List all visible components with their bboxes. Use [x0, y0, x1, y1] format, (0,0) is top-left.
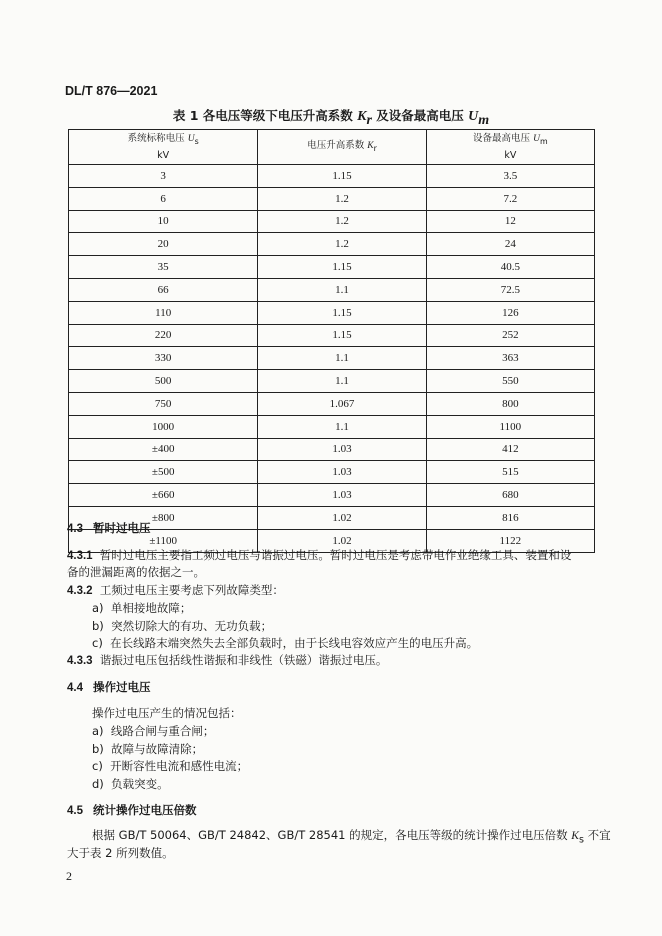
- cell-max-voltage: 680: [426, 484, 594, 507]
- para-4-3-2: 4.3.2 工频过电压主要考虑下列故障类型：: [67, 583, 284, 597]
- table-row: [69, 210, 595, 233]
- cell-max-voltage: 412: [426, 438, 594, 461]
- cell-rise-factor: 1.03: [258, 484, 426, 507]
- cell-rise-factor: 1.1: [258, 370, 426, 393]
- list-item: d) 负载突变。: [92, 777, 169, 791]
- para-4-5-line2: 大于表 2 所列数值。: [67, 846, 174, 860]
- list-item: b) 突然切除大的有功、无功负载；: [92, 619, 273, 633]
- cell-rise-factor: 1.2: [258, 187, 426, 210]
- cell-rise-factor: 1.1: [258, 278, 426, 301]
- col-header-nominal-voltage: 系统标称电压 $U_s$ kV: [69, 130, 258, 165]
- cell-nominal-voltage: ±800: [69, 506, 258, 529]
- table-caption: 表 1 各电压等级下电压升高系数 $K_r$ 及设备最高电压 $U_m$: [172, 108, 490, 128]
- cell-nominal-voltage: 10: [69, 210, 258, 233]
- cell-rise-factor: 1.02: [258, 506, 426, 529]
- cell-rise-factor: 1.067: [258, 392, 426, 415]
- list-item: a) 单相接地故障；: [92, 601, 192, 615]
- para-4-5-line1: 根据 GB/T 50064、GB/T 24842、GB/T 28541 的规定，各电压等级的统计操作过电压倍数 $K_s$ 不宜: [92, 828, 611, 846]
- section-4-5-heading: 4.5 统计操作过电压倍数: [67, 803, 197, 817]
- cell-nominal-voltage: 500: [69, 370, 258, 393]
- table-row: [69, 256, 595, 279]
- section-4-4-heading: 4.4 操作过电压: [67, 680, 151, 694]
- section-4-3-heading: 4.3 暂时过电压: [67, 521, 151, 535]
- cell-nominal-voltage: 750: [69, 392, 258, 415]
- table-row: [69, 233, 595, 256]
- table-row: [69, 461, 595, 484]
- cell-max-voltage: 1100: [426, 415, 594, 438]
- table-row: [69, 370, 595, 393]
- table-row: [69, 301, 595, 324]
- cell-rise-factor: 1.03: [258, 461, 426, 484]
- cell-nominal-voltage: 330: [69, 347, 258, 370]
- cell-max-voltage: 12: [426, 210, 594, 233]
- cell-rise-factor: 1.1: [258, 415, 426, 438]
- table-row: [69, 165, 595, 188]
- table-row: [69, 347, 595, 370]
- cell-max-voltage: 126: [426, 301, 594, 324]
- para-4-3-3: 4.3.3 谐振过电压包括线性谐振和非线性（铁磁）谐振过电压。: [67, 653, 388, 667]
- cell-max-voltage: 7.2: [426, 187, 594, 210]
- cell-rise-factor: 1.15: [258, 324, 426, 347]
- cell-max-voltage: 363: [426, 347, 594, 370]
- cell-nominal-voltage: 6: [69, 187, 258, 210]
- cell-max-voltage: 40.5: [426, 256, 594, 279]
- cell-rise-factor: 1.2: [258, 233, 426, 256]
- cell-rise-factor: 1.2: [258, 210, 426, 233]
- list-item: c) 在长线路末端突然失去全部负载时，由于长线电容效应产生的电压升高。: [92, 636, 479, 650]
- cell-nominal-voltage: ±660: [69, 484, 258, 507]
- cell-rise-factor: 1.15: [258, 301, 426, 324]
- cell-nominal-voltage: 220: [69, 324, 258, 347]
- table-row: [69, 415, 595, 438]
- cell-rise-factor: 1.1: [258, 347, 426, 370]
- col-header-rise-factor: 电压升高系数 $K_r$: [258, 130, 426, 165]
- voltage-table: [68, 129, 595, 553]
- cell-rise-factor: 1.02: [258, 529, 426, 552]
- page-number: 2: [66, 869, 72, 883]
- cell-nominal-voltage: ±500: [69, 461, 258, 484]
- cell-max-voltage: 515: [426, 461, 594, 484]
- cell-max-voltage: 24: [426, 233, 594, 256]
- para-4-3-1-cont: 备的泄漏距离的依据之一。: [67, 565, 205, 579]
- cell-nominal-voltage: ±1100: [69, 529, 258, 552]
- cell-max-voltage: 816: [426, 506, 594, 529]
- table-row: [69, 484, 595, 507]
- list-item: c) 开断容性电流和感性电流；: [92, 759, 249, 773]
- table-row: [69, 392, 595, 415]
- cell-nominal-voltage: ±400: [69, 438, 258, 461]
- cell-max-voltage: 252: [426, 324, 594, 347]
- list-item: a) 线路合闸与重合闸；: [92, 724, 215, 738]
- cell-nominal-voltage: 110: [69, 301, 258, 324]
- cell-max-voltage: 1122: [426, 529, 594, 552]
- table-row: [69, 438, 595, 461]
- cell-nominal-voltage: 1000: [69, 415, 258, 438]
- table-row: [69, 278, 595, 301]
- cell-nominal-voltage: 35: [69, 256, 258, 279]
- para-4-3-1: 4.3.1 暂时过电压主要指工频过电压与谐振过电压。暂时过电压是考虑带电作业绝缘工具、装置和设: [67, 548, 572, 562]
- table-row: [69, 324, 595, 347]
- cell-rise-factor: 1.03: [258, 438, 426, 461]
- standard-code: DL/T 876—2021: [65, 84, 158, 98]
- list-item: b) 故障与故障清除；: [92, 742, 204, 756]
- cell-max-voltage: 72.5: [426, 278, 594, 301]
- cell-nominal-voltage: 66: [69, 278, 258, 301]
- cell-nominal-voltage: 20: [69, 233, 258, 256]
- cell-max-voltage: 550: [426, 370, 594, 393]
- cell-max-voltage: 800: [426, 392, 594, 415]
- cell-nominal-voltage: 3: [69, 165, 258, 188]
- table-row: [69, 187, 595, 210]
- cell-max-voltage: 3.5: [426, 165, 594, 188]
- para-4-4-intro: 操作过电压产生的情况包括：: [92, 706, 242, 720]
- col-header-max-voltage: 设备最高电压 $U_m$ kV: [426, 130, 594, 165]
- cell-rise-factor: 1.15: [258, 165, 426, 188]
- cell-rise-factor: 1.15: [258, 256, 426, 279]
